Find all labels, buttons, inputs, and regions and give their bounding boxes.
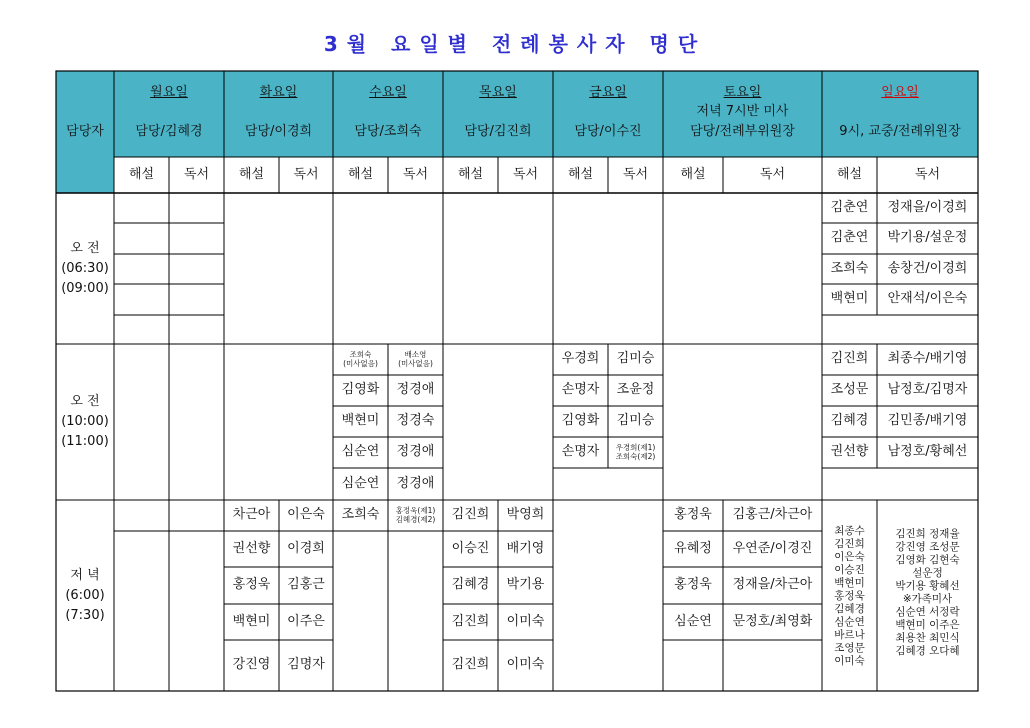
name-cell: 김미승 (616, 413, 655, 429)
section-label-line: (10:00) (61, 414, 109, 429)
sunday-evening-list-line: ※가족미사 (902, 593, 953, 605)
name-cell: 조희숙 (341, 507, 380, 523)
sunday-evening-list-line: 강진영 조성문 (895, 541, 960, 553)
tiny-note (388, 500, 443, 531)
page-title: 3월 요일별 전례봉사자 명단 (323, 32, 707, 56)
name-cell: 심순연 (341, 444, 380, 460)
name-cell: 홍정욱 (674, 577, 712, 593)
name-cell: 이승진 (451, 540, 490, 556)
name-cell: 정재을/이경희 (887, 199, 968, 215)
role-reading: 독서 (759, 166, 786, 182)
name-cell: 김진희 (830, 351, 869, 367)
section-label-line: (09:00) (61, 280, 109, 296)
section-label-line: (06:30) (61, 260, 109, 276)
day-owner: 9시, 교중/전례위원장 (839, 123, 961, 139)
section-label (56, 344, 114, 500)
name-cell: 정재을/차근아 (732, 577, 813, 593)
sunday-evening-list-line: 백현미 (834, 576, 865, 589)
role-commentary: 해설 (836, 166, 863, 182)
day-name: 화요일 (259, 84, 298, 100)
day-owner: 담당/이경희 (244, 123, 313, 139)
sunday-evening-list-line: 이미숙 (834, 654, 865, 667)
name-cell: 권선향 (232, 540, 271, 556)
role-commentary: 해설 (128, 166, 155, 182)
name-cell: 홍정욱 (674, 507, 712, 523)
day-note: 저녁 7시반 미사 (696, 103, 789, 119)
tiny-note-line: (미사없음) (343, 358, 378, 368)
name-cell: 이경희 (287, 540, 325, 556)
role-commentary: 해설 (567, 166, 594, 182)
name-cell: 박기용/설운정 (887, 230, 968, 246)
tiny-note-line: (미사없음) (398, 358, 433, 368)
section-label-line: (11:00) (61, 434, 109, 449)
role-reading: 독서 (183, 166, 210, 182)
section-label-line: 오 전 (70, 240, 100, 256)
section-label (56, 500, 114, 691)
tiny-note-line: 조희숙(제2) (615, 451, 656, 461)
name-cell: 최종수/배기영 (887, 351, 968, 367)
day-owner: 담당/조희숙 (354, 123, 422, 139)
name-cell: 백현미 (341, 413, 380, 429)
sunday-evening-list (877, 508, 978, 678)
name-cell: 김혜경 (830, 413, 869, 429)
sunday-evening-list-line: 김혜경 (834, 602, 865, 615)
day-name: 목요일 (479, 84, 517, 100)
day-name: 월요일 (150, 84, 188, 100)
sunday-evening-list-line: 심순연 서정락 (895, 606, 960, 618)
tiny-note-line: 홍정욱(제1) (395, 505, 436, 515)
sunday-evening-list-line: 설운정 (912, 567, 943, 579)
sunday-evening-list-line: 바르나 (834, 628, 865, 641)
tiny-note (608, 437, 663, 468)
tiny-note (388, 344, 443, 375)
role-reading: 독서 (512, 166, 539, 182)
name-cell: 정경애 (396, 444, 435, 460)
owner-header: 담당자 (66, 123, 104, 139)
name-cell: 김진희 (451, 613, 490, 629)
name-cell: 조성문 (830, 382, 869, 398)
name-cell: 우연준/이경진 (732, 540, 813, 556)
name-cell: 조윤정 (616, 382, 655, 398)
name-cell: 남정호/황혜선 (887, 444, 968, 460)
sunday-evening-list-line: 김혜경 오다혜 (895, 645, 960, 657)
tiny-note-line: 우경희(제1) (615, 442, 656, 452)
name-cell: 박영희 (506, 507, 545, 523)
name-cell: 권선향 (830, 444, 869, 460)
name-cell: 심순연 (341, 475, 380, 491)
sunday-evening-list-line: 홍정욱 (834, 589, 865, 602)
sunday-evening-list-line: 이승진 (834, 563, 865, 576)
sunday-evening-list-line: 백현미 이주은 (895, 619, 960, 631)
sunday-evening-list-line: 최용찬 최민식 (895, 632, 960, 644)
name-cell: 심순연 (674, 613, 712, 629)
section-label-line: 저 녁 (70, 567, 100, 583)
name-cell: 송창건/이경희 (887, 260, 968, 276)
sunday-evening-list-line: 이은숙 (834, 550, 865, 563)
name-cell: 배기영 (506, 540, 545, 556)
name-cell: 김진희 (451, 657, 490, 673)
day-name: 금요일 (589, 84, 627, 100)
name-cell: 정경숙 (396, 413, 435, 429)
name-cell: 홍정욱 (232, 577, 271, 593)
sunday-evening-list (822, 506, 877, 686)
name-cell: 박기용 (506, 577, 545, 593)
tiny-note (333, 344, 388, 375)
name-cell: 우경희 (561, 351, 600, 367)
role-reading: 독서 (914, 166, 941, 182)
role-commentary: 해설 (457, 166, 484, 182)
name-cell: 김홍근/차근아 (732, 507, 813, 523)
name-cell: 강진영 (232, 657, 271, 673)
role-reading: 독서 (402, 166, 429, 182)
role-reading: 독서 (622, 166, 649, 182)
name-cell: 김미승 (616, 351, 655, 367)
role-commentary: 해설 (680, 166, 706, 182)
name-cell: 정경애 (396, 475, 435, 491)
name-cell: 이은숙 (287, 507, 325, 523)
sunday-evening-list-line: 김진희 정재율 (895, 528, 960, 540)
role-commentary: 해설 (238, 166, 265, 182)
sunday-evening-list-line: 최종수 (834, 524, 865, 537)
name-cell: 손명자 (561, 444, 600, 460)
section-label (56, 193, 114, 344)
name-cell: 김홍근 (287, 577, 325, 593)
section-label-line: (6:00) (65, 587, 105, 603)
name-cell: 조희숙 (830, 260, 869, 276)
name-cell: 김진희 (451, 507, 490, 523)
sunday-evening-list-line: 심순연 (834, 615, 865, 628)
name-cell: 백현미 (232, 613, 271, 629)
name-cell: 남정호/김명자 (887, 382, 968, 398)
name-cell: 문정호/최영화 (732, 613, 813, 629)
name-cell: 김영화 (341, 382, 380, 398)
day-name: 토요일 (723, 84, 762, 100)
sunday-evening-list-line: 박기용 황혜선 (895, 580, 960, 592)
section-label-line: (7:30) (65, 607, 105, 623)
day-name: 일요일 (881, 84, 919, 100)
name-cell: 이미숙 (506, 657, 545, 673)
name-cell: 백현미 (830, 291, 869, 307)
sunday-evening-list-line: 김영화 김현숙 (895, 554, 960, 566)
day-owner: 담당/김진희 (464, 123, 532, 139)
name-cell: 이주은 (287, 613, 325, 629)
name-cell: 안재석/이은숙 (887, 291, 968, 307)
name-cell: 김춘연 (830, 230, 869, 246)
name-cell: 유혜정 (674, 540, 712, 556)
tiny-note-line: 김혜경(제2) (395, 514, 436, 524)
section-label-line: 오 전 (70, 394, 100, 409)
name-cell: 김춘연 (830, 199, 869, 215)
sunday-evening-list-line: 조영문 (834, 641, 865, 654)
name-cell: 김영화 (561, 413, 600, 429)
sunday-evening-list-line: 김진희 (834, 537, 865, 550)
name-cell: 이미숙 (506, 613, 545, 629)
day-owner: 담당/이수진 (574, 123, 642, 139)
role-reading: 독서 (293, 166, 319, 182)
tiny-note-line: 배소영 (404, 349, 427, 359)
day-owner: 담당/전례부위원장 (690, 123, 795, 139)
name-cell: 정경애 (396, 382, 435, 398)
name-cell: 손명자 (561, 382, 600, 398)
tiny-note-line: 조희숙 (349, 349, 372, 359)
day-name: 수요일 (369, 84, 407, 100)
name-cell: 차근아 (232, 507, 271, 523)
name-cell: 김명자 (287, 657, 325, 673)
name-cell: 김혜경 (451, 577, 490, 593)
role-commentary: 해설 (347, 166, 374, 182)
name-cell: 김민종/배기영 (887, 413, 968, 429)
day-owner: 담당/김혜경 (135, 123, 203, 139)
